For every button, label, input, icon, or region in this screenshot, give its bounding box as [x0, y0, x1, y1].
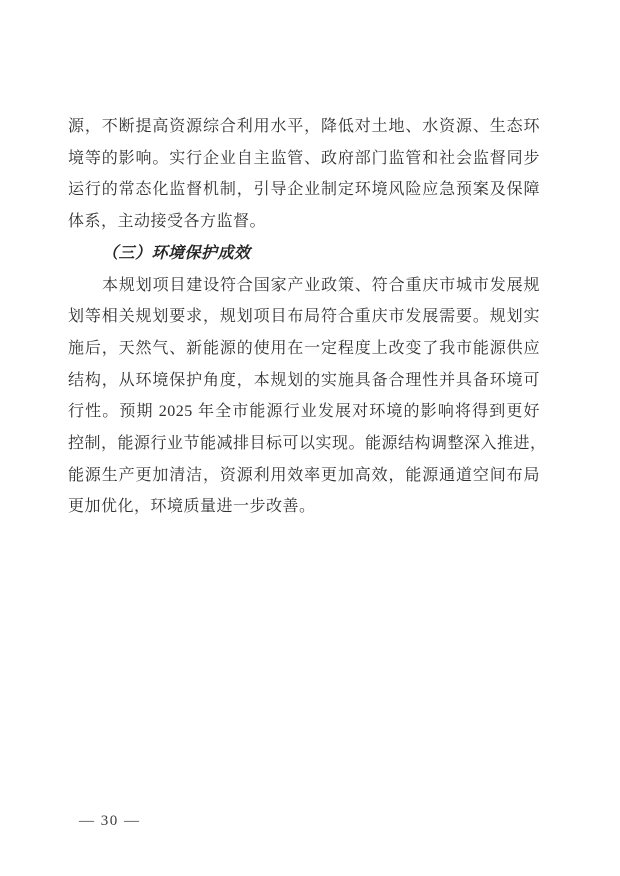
text-line: 境等的影响。实行企业自主监管、政府部门监管和社会监督同步 — [68, 149, 540, 167]
text-line: 能源生产更加清洁，资源利用效率更加高效，能源通道空间布局 — [68, 466, 540, 484]
text-line: 运行的常态化监督机制，引导企业制定环境风险应急预案及保障 — [68, 181, 540, 199]
text-line: 源，不断提高资源综合利用水平，降低对土地、水资源、生态环 — [68, 118, 540, 135]
text-line: 控制，能源行业节能减排目标可以实现。能源结构调整深入推进， — [68, 435, 547, 453]
text-line: 本规划项目建设符合国家产业政策、符合重庆市城市发展规 — [102, 276, 540, 294]
text-line: 划等相关规划要求，规划项目布局符合重庆市发展需要。规划实 — [68, 308, 540, 326]
body-text-block — [68, 111, 547, 523]
text-line: 体系，主动接受各方监督。 — [68, 213, 267, 231]
text-line: 更加优化，环境质量进一步改善。 — [68, 498, 316, 516]
text-line: 结构，从环境保护角度，本规划的实施具备合理性并具备环境可 — [68, 371, 540, 389]
text-line: 行性。预期 2025 年全市能源行业发展对环境的影响将得到更好 — [68, 403, 540, 421]
section-heading: （三）环境保护成效 — [102, 244, 251, 262]
page-number: — 30 — — [79, 813, 141, 829]
text-line: 施后，天然气、新能源的使用在一定程度上改变了我市能源供应 — [68, 339, 540, 357]
